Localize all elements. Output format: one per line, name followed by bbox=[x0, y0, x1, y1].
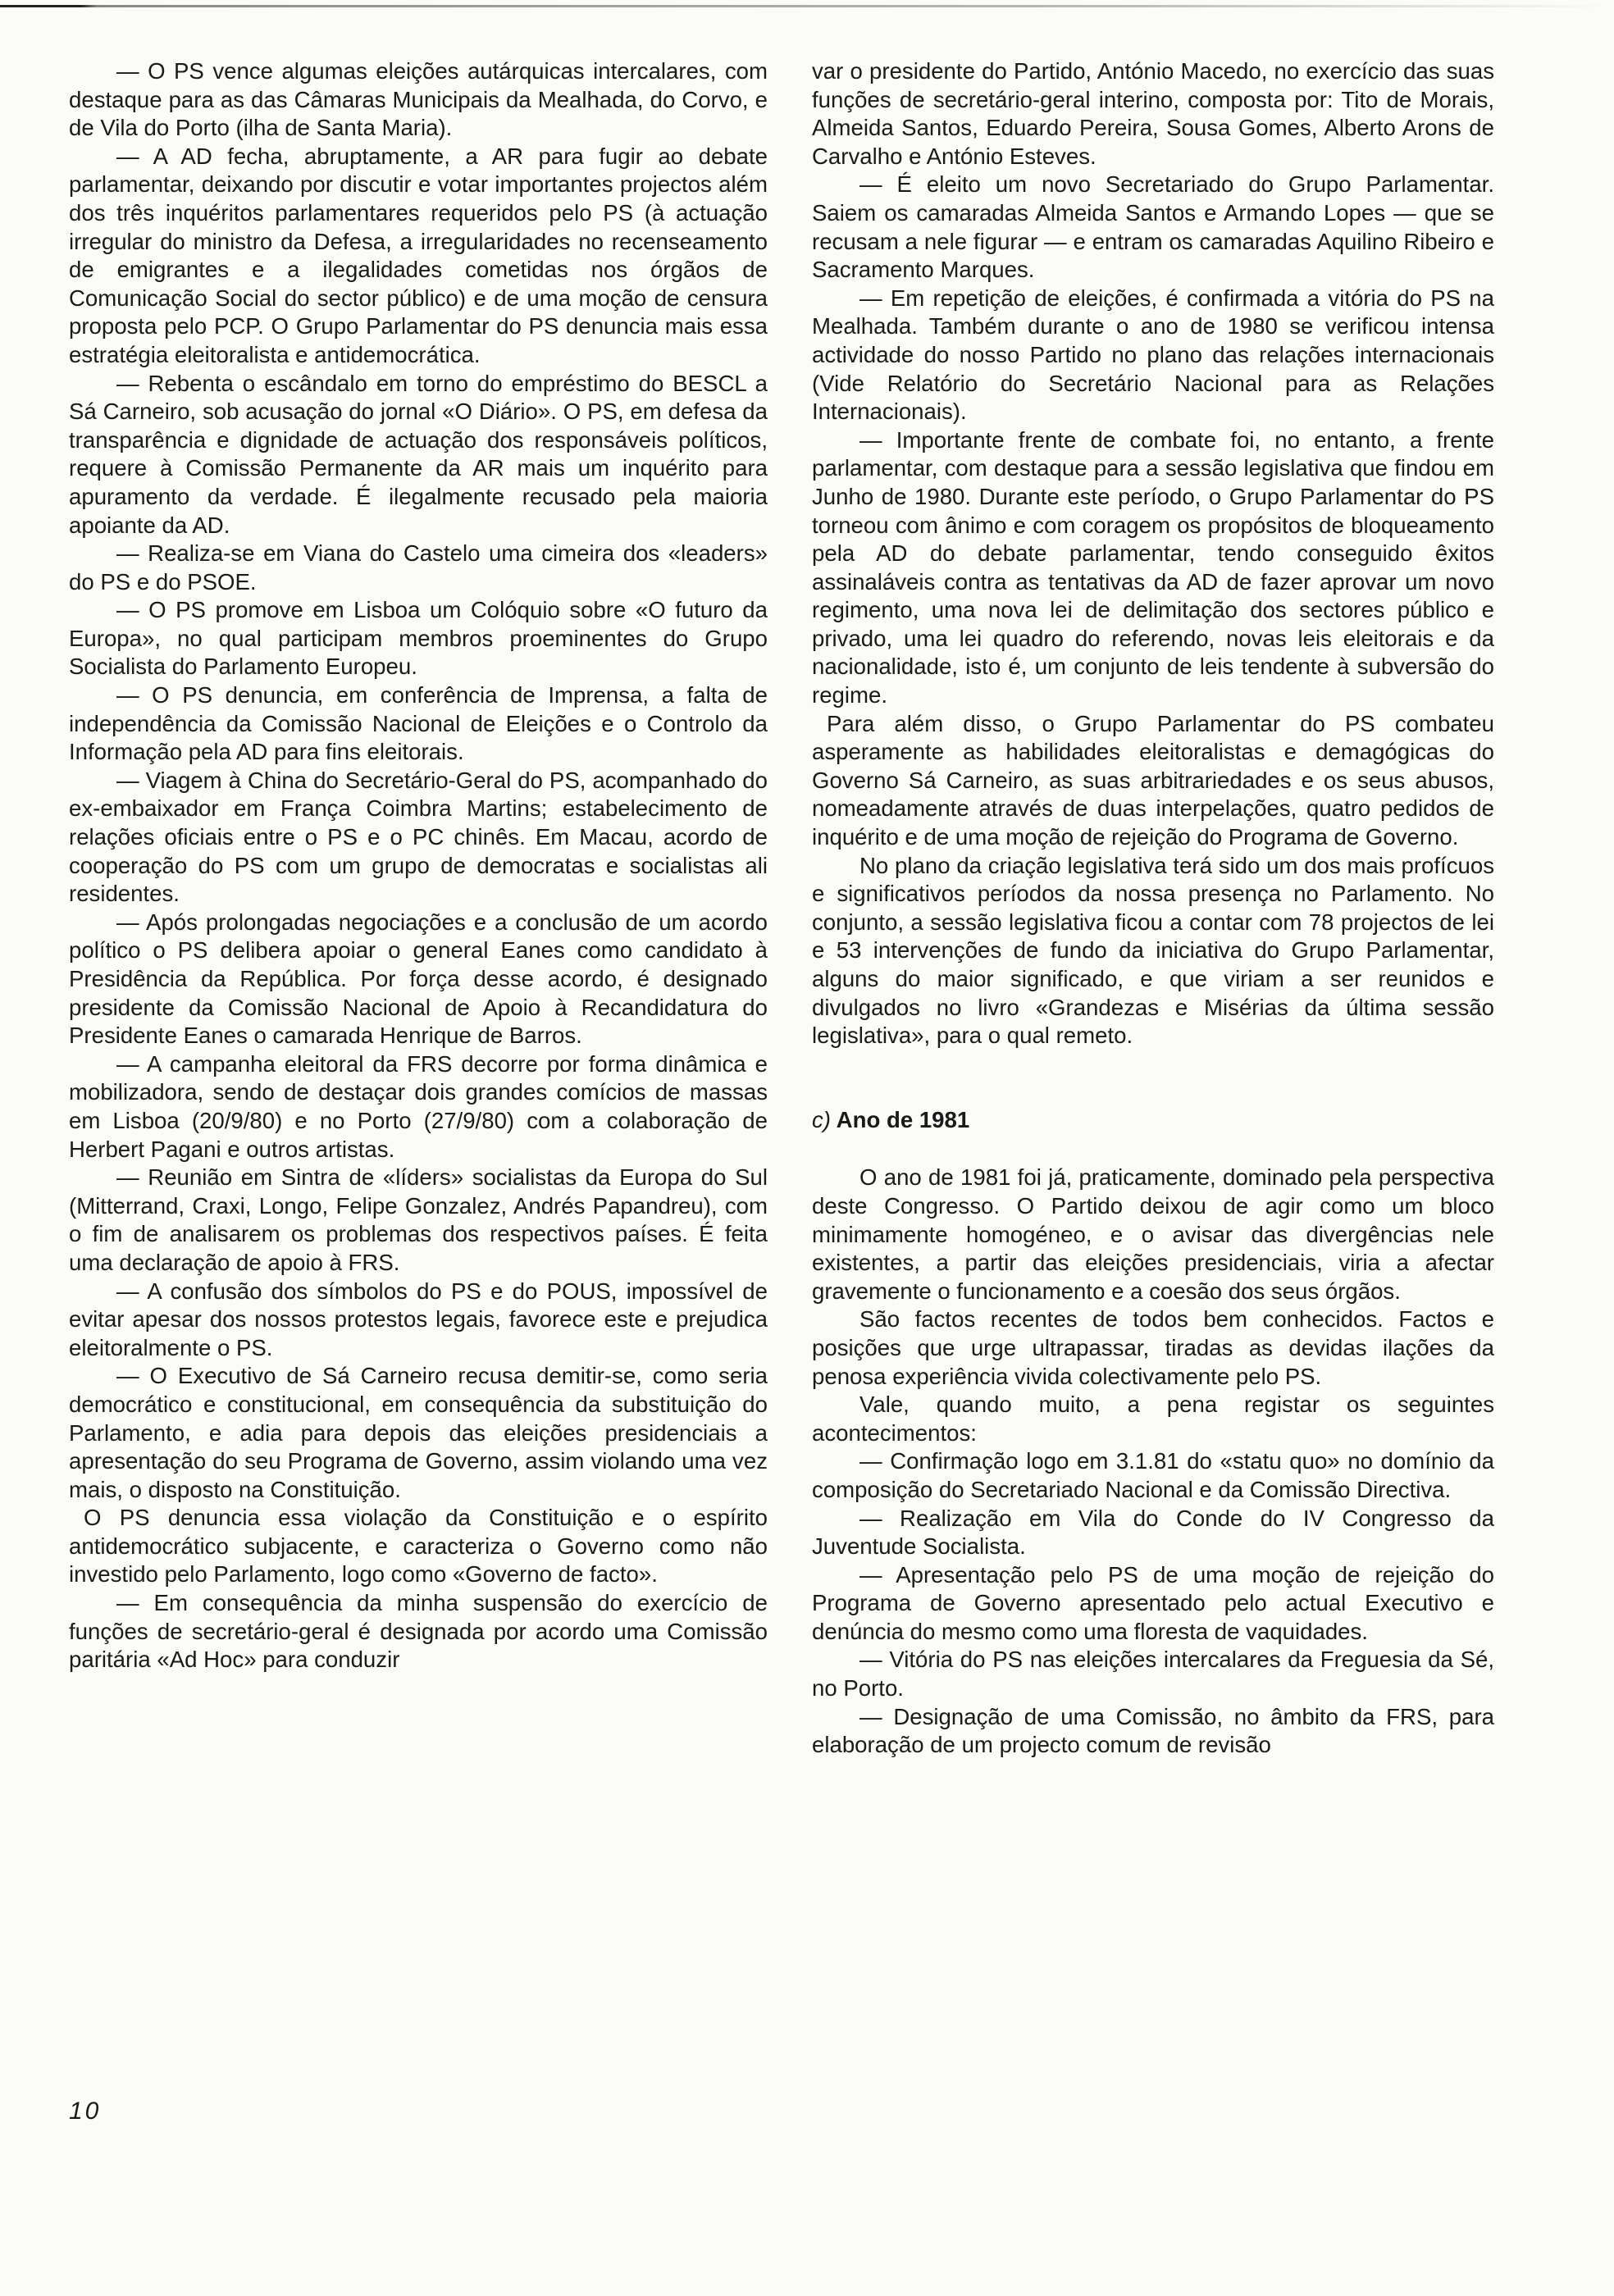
paragraph: — Importante frente de combate foi, no entanto, a frente parlamentar, com destaque para a sessão legislativa que findou em Junho de 1980. Durante este período, o Grupo Parlamentar do PS torneou com ânimo e com coragem os propósitos de bloqueamento pela AD do debate parlamentar, tendo conseguido êxitos assinaláveis contra as tentativas da AD de fazer aprovar um novo regimento, uma nova lei de delimitação dos sectores público e privado, uma lei quadro do referendo, novas leis eleitorais e da nacionalidade, isto é, um conjunto de leis tendente à subversão do regime. bbox=[812, 426, 1494, 708]
paragraph: — Em repetição de eleições, é confirmada a vitória do PS na Mealhada. Também durante o ano de 1980 se verificou intensa actividade do nosso Partido no plano das relações internacionais (Vide Relatório do Secretário Nacional para as Relações Internacionais). bbox=[812, 285, 1494, 425]
paragraph: — Realização em Vila do Conde do IV Congresso da Juventude Socialista. bbox=[812, 1505, 1494, 1560]
paragraph: — O PS denuncia, em conferência de Imprensa, a falta de independência da Comissão Nacional de Eleições e o Controlo da Informação pela AD para fins eleitorais. bbox=[69, 682, 768, 765]
paragraph: — Apresentação pelo PS de uma moção de rejeição do Programa de Governo apresentado pelo actual Executivo e denúncia do mesmo como uma floresta de vaquidades. bbox=[812, 1561, 1494, 1644]
paragraph: — O PS vence algumas eleições autárquicas intercalares, com destaque para as das Câmaras Municipais da Mealhada, do Corvo, e de Vila do Porto (ilha de Santa Maria). bbox=[69, 58, 768, 141]
paragraph: No plano da criação legislativa terá sido um dos mais profícuos e significativos períodos da nossa presença no Parlamento. No conjunto, a sessão legislativa ficou a contar com 78 projectos de lei e 53 intervenções de fundo da iniciativa do Grupo Parlamentar, alguns do maior significado, e que viriam a ser reunidos e divulgados no livro «Grandezas e Misérias da última sessão legislativa», para o qual remeto. bbox=[812, 852, 1494, 1049]
paragraph: — Confirmação logo em 3.1.81 do «statu quo» no domínio da composição do Secretariado Nacional e da Comissão Directiva. bbox=[812, 1448, 1494, 1502]
paragraph: — A confusão dos símbolos do PS e do POUS, impossível de evitar apesar dos nossos protestos legais, favorece este e prejudica eleitoralmente o PS. bbox=[69, 1278, 768, 1360]
paragraph: Para além disso, o Grupo Parlamentar do PS combateu asperamente as habilidades eleitoralistas e demagógicas do Governo Sá Carneiro, as suas arbitrariedades e os seus abusos, nomeadamente através de duas interpelações, quatro pedidos de inquérito e de uma moção de rejeição do Programa de Governo. bbox=[812, 710, 1494, 850]
paragraph: — Viagem à China do Secretário-Geral do PS, acompanhado do ex-embaixador em França Coimbra Martins; estabelecimento de relações oficiais entre o PS e o PC chinês. Em Macau, acordo de cooperação do PS com um grupo de democratas e socialistas ali residentes. bbox=[69, 767, 768, 907]
paragraph: — Reunião em Sintra de «líders» socialistas da Europa do Sul (Mitterrand, Craxi, Longo, Felipe Gonzalez, Andrés Papandreu), com o fim de analisarem os problemas dos respectivos países. É feita uma declaração de apoio à FRS. bbox=[69, 1164, 768, 1275]
paragraph: O PS denuncia essa violação da Constituição e o espírito antidemocrático subjacente, e caracteriza o Governo como não investido pelo Parlamento, logo como «Governo de facto». bbox=[69, 1505, 768, 1588]
section-heading bbox=[812, 1106, 1494, 1135]
paragraph: — Após prolongadas negociações e a conclusão de um acordo político o PS delibera apoiar o general Eanes como candidato à Presidência da República. Por força desse acordo, é designado presidente da Comissão Nacional de Apoio à Recandidatura do Presidente Eanes o camarada Henrique de Barros. bbox=[69, 909, 768, 1049]
paragraph: — É eleito um novo Secretariado do Grupo Parlamentar. Saiem os camaradas Almeida Santos e Armando Lopes — que se recusam a nele figurar — e entram os camaradas Aquilino Ribeiro e Sacramento Marques. bbox=[812, 171, 1494, 283]
paragraph: Vale, quando muito, a pena registar os seguintes acontecimentos: bbox=[812, 1392, 1494, 1446]
paragraph: O ano de 1981 foi já, praticamente, dominado pela perspectiva deste Congresso. O Partido deixou de agir como um bloco minimamente homogéneo, e o avisar das divergências nele existentes, a partir das eleições presidenciais, viria a afectar gravemente o funcionamento e a coesão dos seus órgãos. bbox=[812, 1164, 1494, 1304]
paragraph: — Designação de uma Comissão, no âmbito da FRS, para elaboração de um projecto comum de revisão bbox=[812, 1703, 1494, 1758]
paragraph: var o presidente do Partido, António Macedo, no exercício das suas funções de secretário-geral interino, composta por: Tito de Morais, Almeida Santos, Eduardo Pereira, Sousa Gomes, Alberto Arons de Carvalho e António Esteves. bbox=[812, 58, 1494, 169]
paragraph: — A campanha eleitoral da FRS decorre por forma dinâmica e mobilizadora, sendo de destaçar dois grandes comícios de massas em Lisboa (20/9/80) e no Porto (27/9/80) com a colaboração de Herbert Pagani e outros artistas. bbox=[69, 1050, 768, 1162]
page-number: 10 bbox=[69, 2098, 102, 2125]
paragraph: — Vitória do PS nas eleições intercalares da Freguesia da Sé, no Porto. bbox=[812, 1647, 1494, 1702]
left-column bbox=[69, 57, 768, 1674]
section-title: Ano de 1981 bbox=[836, 1106, 970, 1132]
right-column bbox=[812, 57, 1494, 1760]
paragraph: — O Executivo de Sá Carneiro recusa demitir-se, como seria democrático e constitucional, em consequência da substituição do Parlamento, e adia para depois das eleições presidenciais a apresentação do seu Programa de Governo, assim violando uma vez mais, o disposto na Constituição. bbox=[69, 1363, 768, 1502]
paragraph: — O PS promove em Lisboa um Colóquio sobre «O futuro da Europa», no qual participam membros proeminentes do Grupo Socialista do Parlamento Europeu. bbox=[69, 597, 768, 680]
top-rule bbox=[0, 5, 1614, 7]
paragraph: — Rebenta o escândalo em torno do empréstimo do BESCL a Sá Carneiro, sob acusação do jornal «O Diário». O PS, em defesa da transparência e dignidade de actuação dos responsáveis políticos, requere à Comissão Permanente da AR mais um inquérito para apuramento da verdade. É ilegalmente recusado pela maioria apoiante da AD. bbox=[69, 370, 768, 538]
paragraph: — Realiza-se em Viana do Castelo uma cimeira dos «leaders» do PS e do PSOE. bbox=[69, 540, 768, 594]
paragraph: São factos recentes de todos bem conhecidos. Factos e posições que urge ultrapassar, tiradas as devidas ilações da penosa experiência vivida colectivamente pelo PS. bbox=[812, 1306, 1494, 1389]
paragraph: — A AD fecha, abruptamente, a AR para fugir ao debate parlamentar, deixando por discutir e votar importantes projectos além dos três inquéritos parlamentares requeridos pelo PS (à actuação irregular do ministro da Defesa, a irregularidades no recenseamento de emigrantes e a ilegalidades cometidas nos órgãos de Comunicação Social do sector público) e de uma moção de censura proposta pelo PCP. O Grupo Parlamentar do PS denuncia mais essa estratégia eleitoralista e antidemocrática. bbox=[69, 143, 768, 367]
paragraph: — Em consequência da minha suspensão do exercício de funções de secretário-geral é designada por acordo uma Comissão paritária «Ad Hoc» para conduzir bbox=[69, 1590, 768, 1673]
section-letter: c) bbox=[812, 1106, 831, 1132]
